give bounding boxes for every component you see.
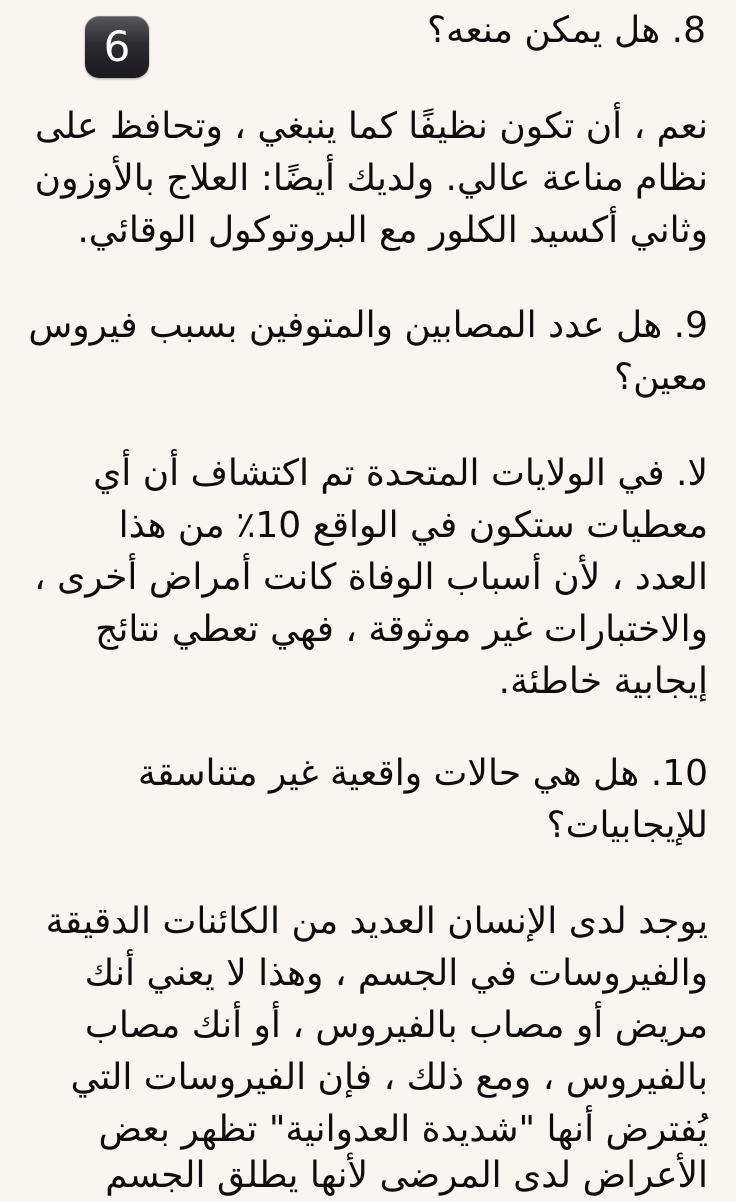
- question-9-line-2: معين؟: [613, 357, 708, 398]
- answer-9-line-5: إيجابية خاطئة.: [498, 661, 708, 702]
- answer-9-line-3: العدد ، لأن أسباب الوفاة كانت أمراض أخرى ،: [34, 557, 708, 598]
- answer-9-line-2: معطيات ستكون في الواقع 10٪ من هذا: [118, 505, 708, 546]
- question-10-line-2: للإيجابيات؟: [546, 805, 708, 846]
- answer-8-line-2: نظام مناعة عالي. ولديك أيضًا: العلاج بالأوزون: [34, 158, 708, 199]
- question-9-line-1: 9. هل عدد المصابين والمتوفين بسبب فيروس: [28, 305, 708, 346]
- answer-9-line-1: لا. في الولايات المتحدة تم اكتشاف أن أي: [93, 453, 708, 494]
- answer-8-line-3: وثاني أكسيد الكلور مع البروتوكول الوقائي.: [77, 210, 708, 251]
- answer-9-line-4: والاختبارات غير موثوقة ، فهي تعطي نتائج: [95, 609, 708, 650]
- answer-10-line-5: يُفترض أنها "شديدة العدوانية" تظهر بعض: [98, 1109, 708, 1150]
- question-10-line-1: 10. هل هي حالات واقعية غير متناسقة: [137, 753, 708, 794]
- badge-number: 6: [103, 22, 131, 71]
- answer-10-line-3: مريض أو مصاب بالفيروس ، أو أنك مصاب: [84, 1005, 708, 1046]
- answer-10-line-2: والفيروسات في الجسم ، وهذا لا يعني أنك: [84, 953, 708, 994]
- answer-10-line-1: يوجد لدى الإنسان العديد من الكائنات الدقيقة: [45, 901, 708, 942]
- question-8: 8. هل يمكن منعه؟: [427, 10, 706, 51]
- answer-10-line-4: بالفيروس ، ومع ذلك ، فإن الفيروسات التي: [70, 1057, 708, 1098]
- answer-8-line-1: نعم ، أن تكون نظيفًا كما ينبغي ، وتحافظ على: [35, 106, 708, 147]
- answer-10-line-6: الأعراض لدى المرضى لأنها يطلق الجسم: [105, 1155, 708, 1196]
